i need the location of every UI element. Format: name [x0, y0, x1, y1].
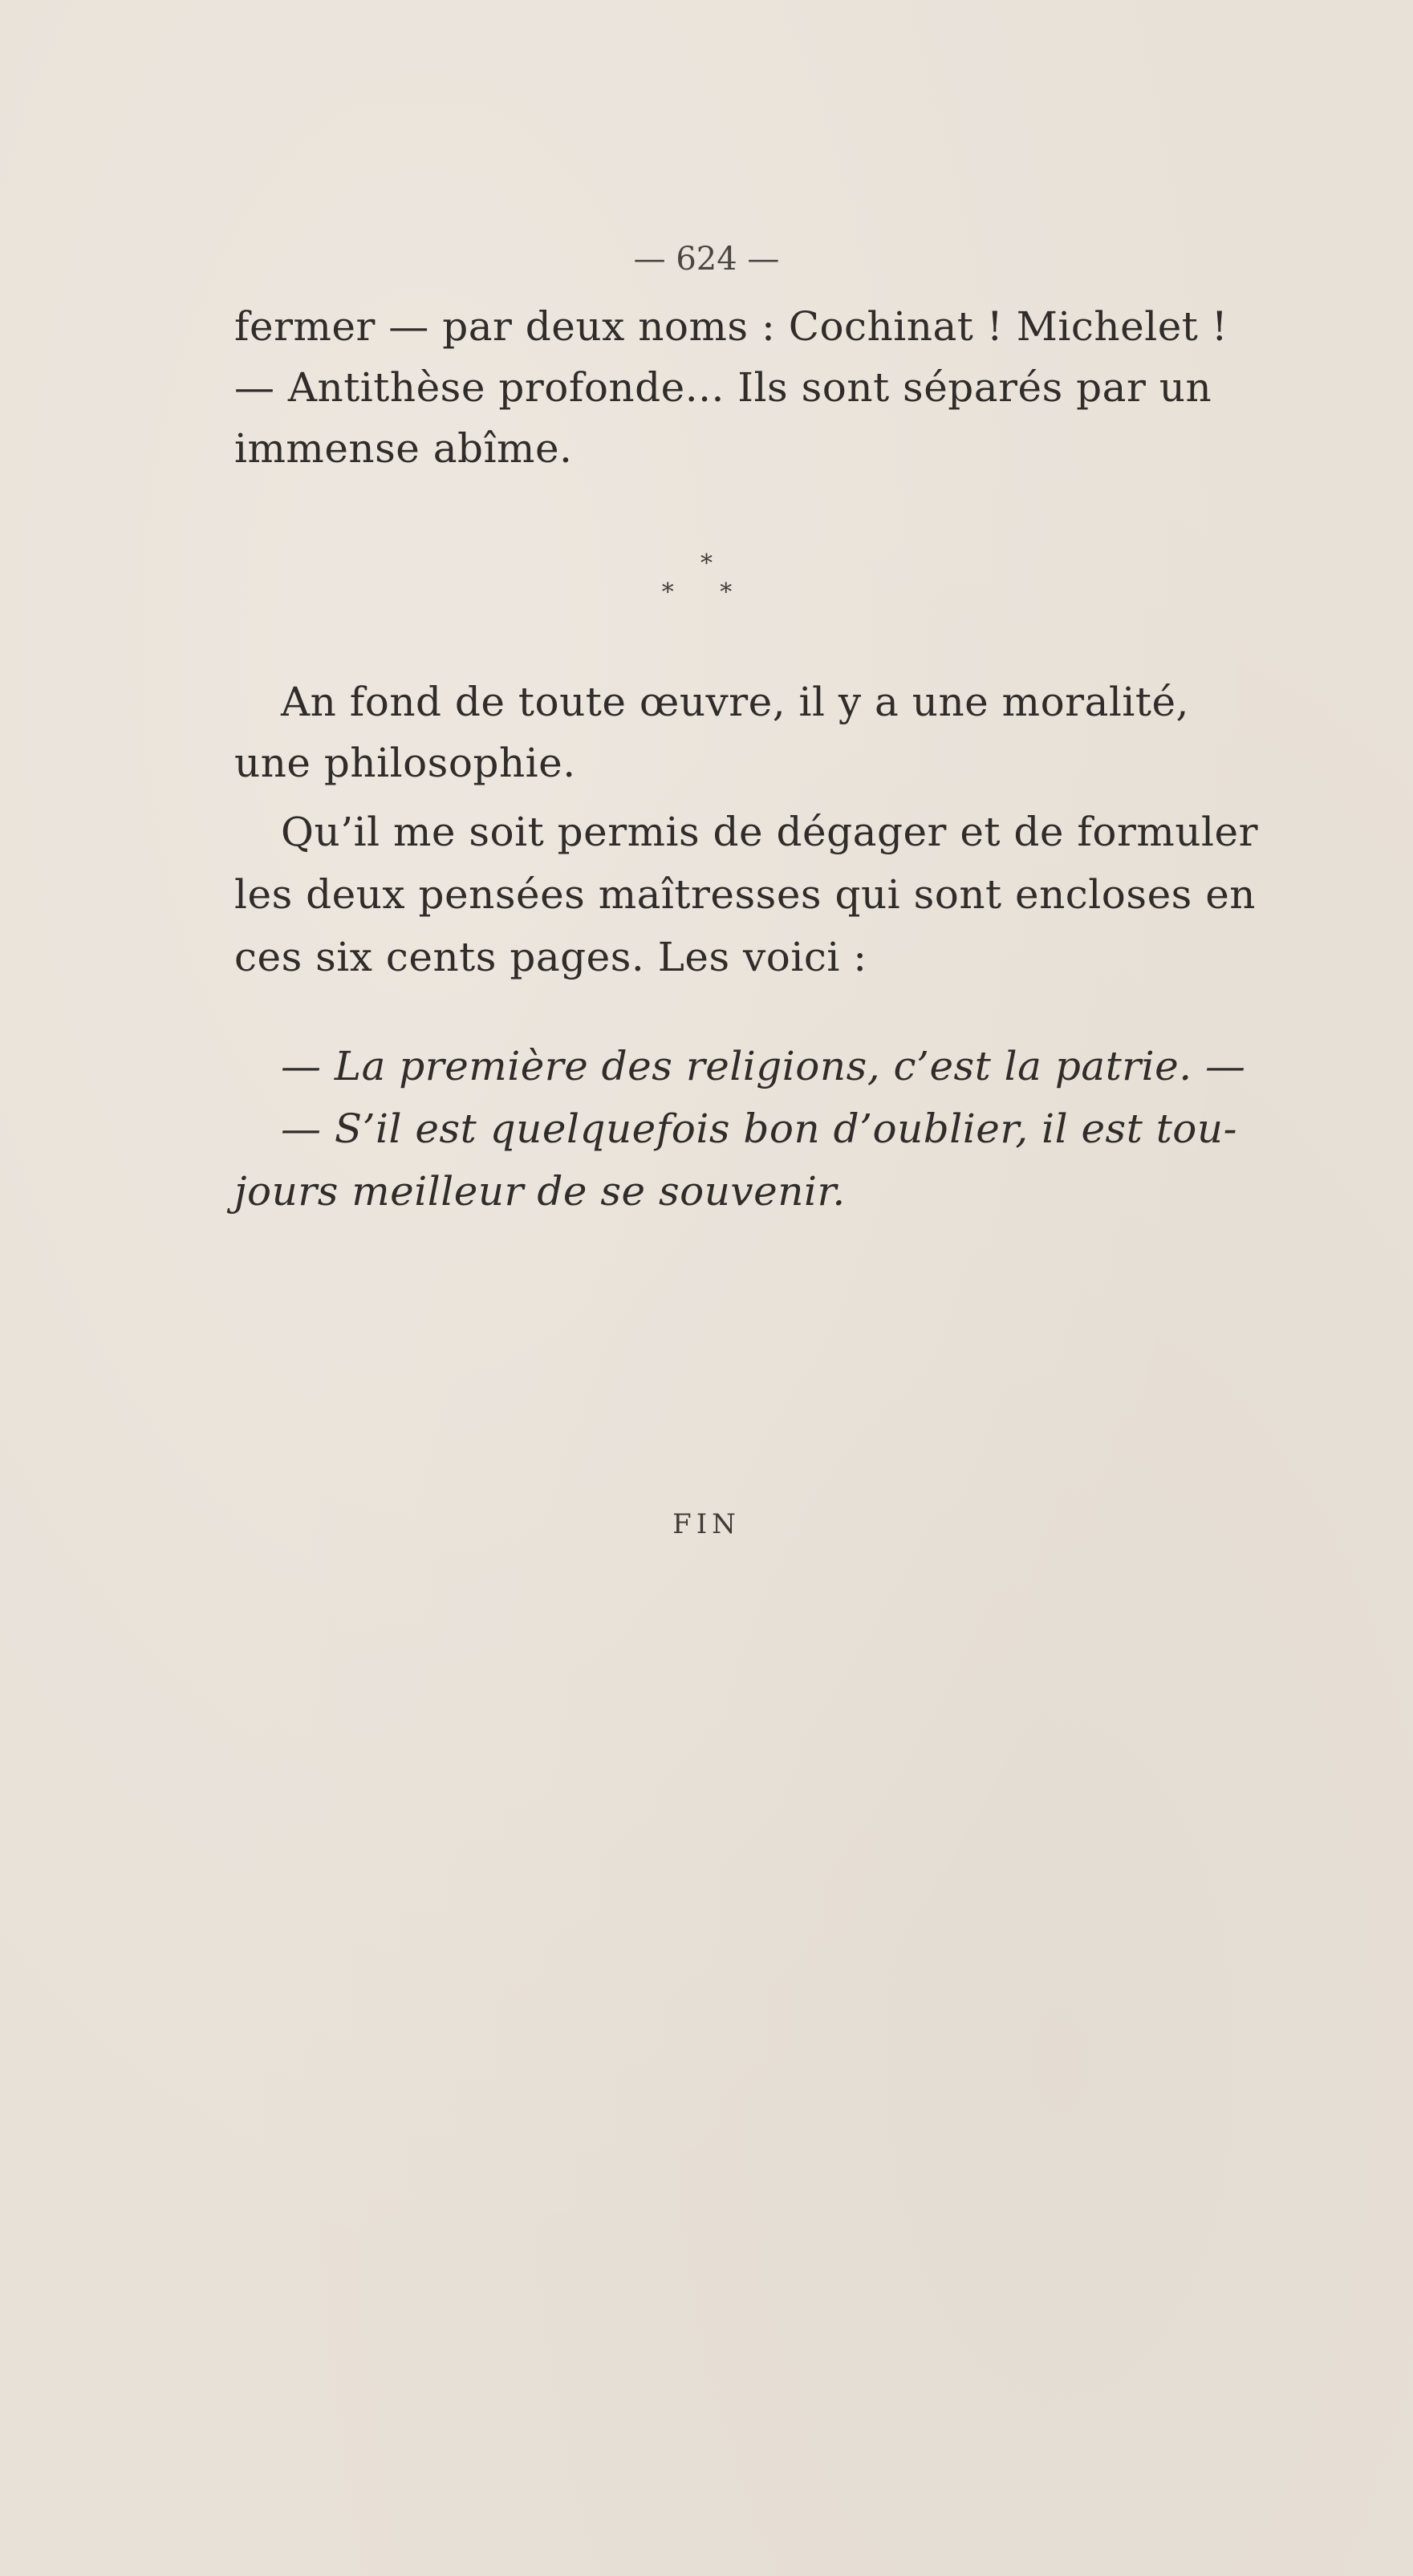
text-line: une philosophie.	[234, 740, 576, 786]
asterism-stars: * *	[661, 578, 752, 606]
text-line: An fond de toute œuvre, il y a une moralité,	[281, 679, 1189, 725]
text-line-italic: — S’il est quelquefois bon d’oublier, il est tou-	[281, 1105, 1237, 1152]
text-line: les deux pensées maîtresses qui sont encloses en	[234, 871, 1256, 918]
asterism-star: *	[700, 550, 713, 578]
page-number: — 624 —	[633, 241, 780, 278]
text-line: — Antithèse profonde... Ils sont séparés par un	[234, 364, 1212, 411]
text-line: fermer — par deux noms : Cochinat ! Michelet !	[234, 303, 1228, 350]
text-line: Qu’il me soit permis de dégager et de formuler	[281, 809, 1259, 855]
text-line-italic: — La première des religions, c’est la patrie. —	[281, 1043, 1246, 1089]
text-line: ces six cents pages. Les voici :	[234, 934, 867, 980]
end-marker: FIN	[672, 1508, 741, 1540]
text-line: immense abîme.	[234, 425, 573, 472]
text-line-italic: jours meilleur de se souvenir.	[234, 1168, 846, 1215]
